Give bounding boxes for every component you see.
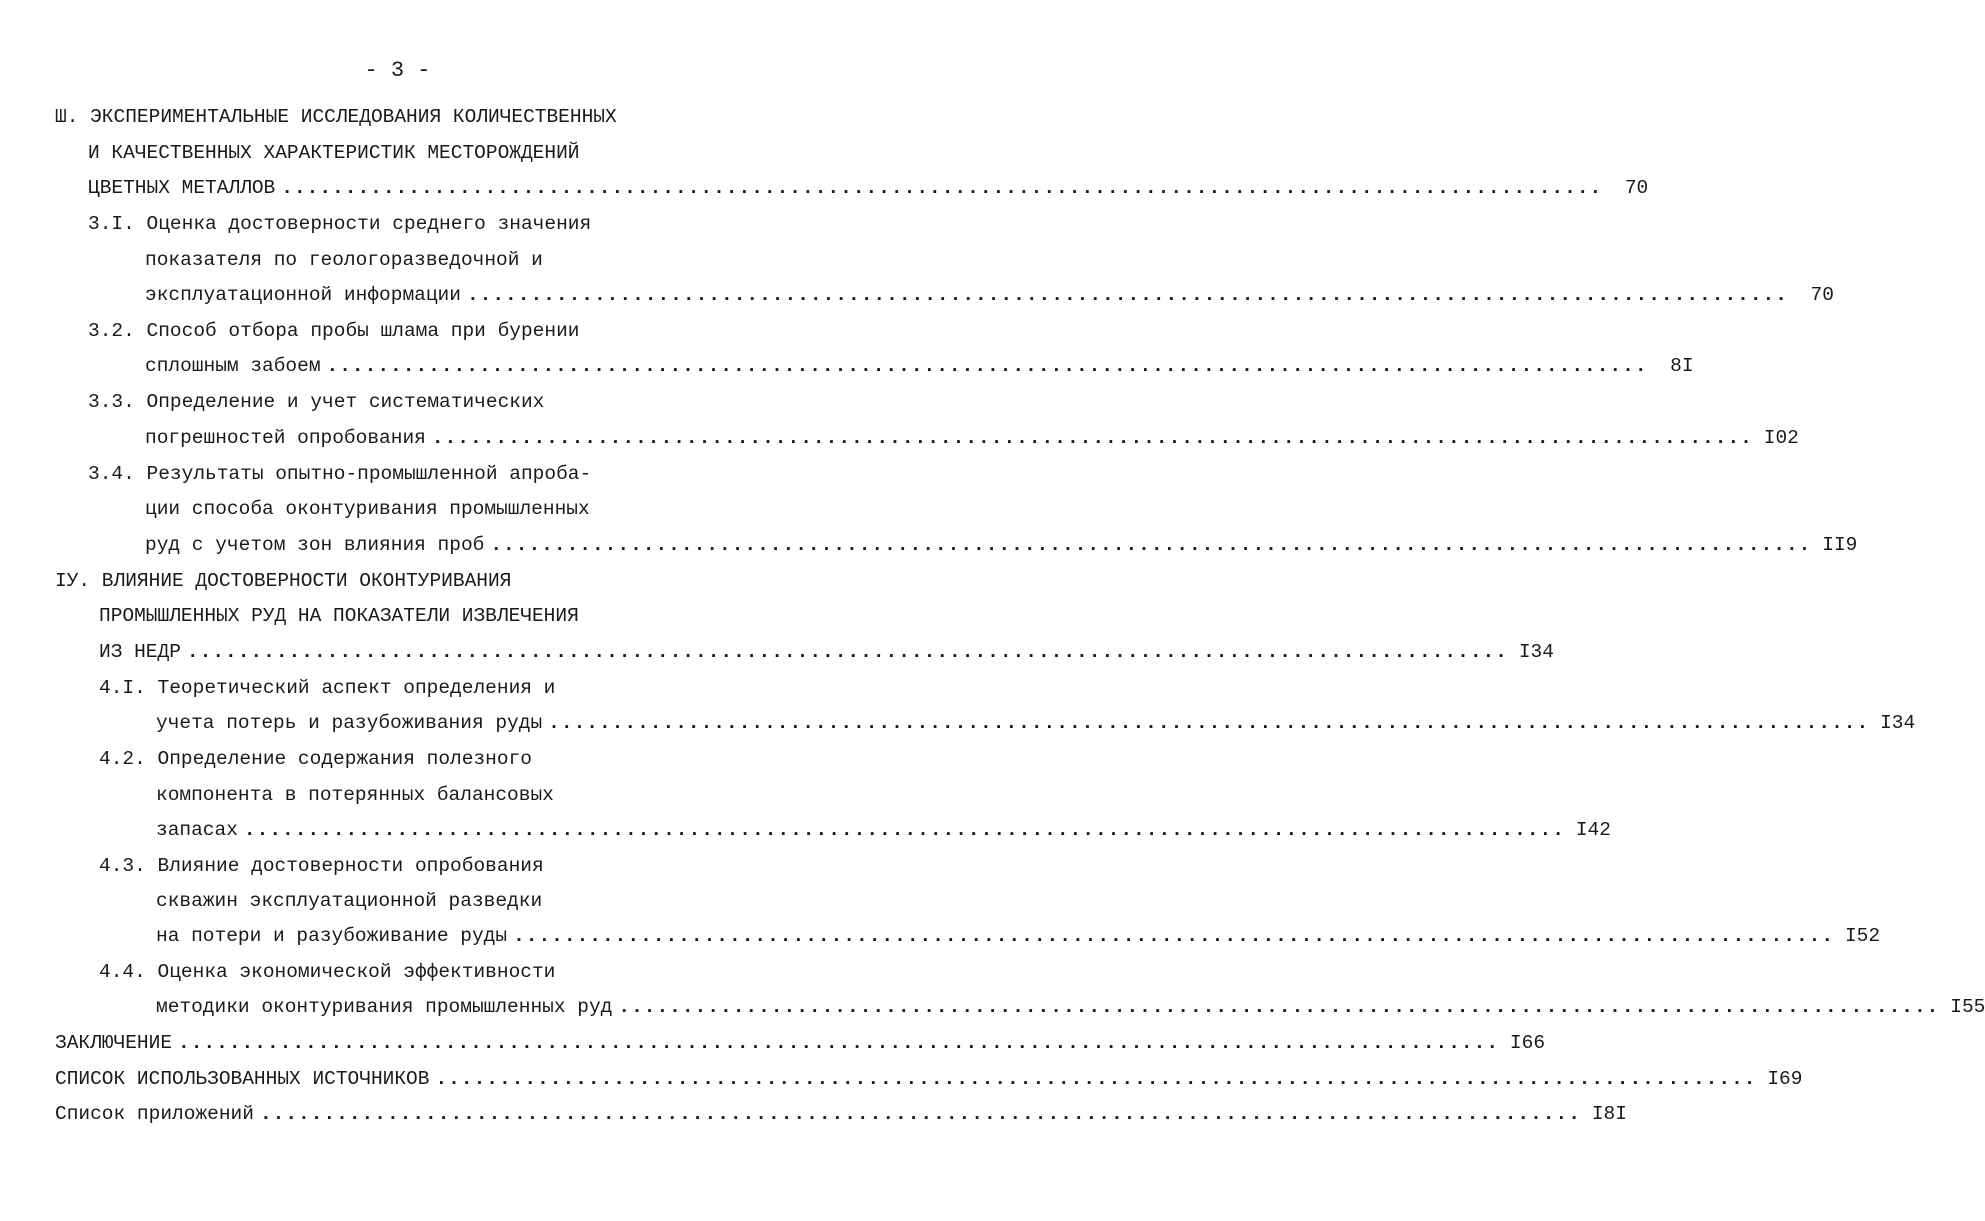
toc-s3-2-page: 8I bbox=[1670, 355, 1694, 377]
toc-entry-sources bbox=[55, 1064, 1803, 1094]
toc-s4-2-line1: 4.2. Определение содержания полезного bbox=[99, 748, 532, 770]
toc-appendices-text: Список приложений bbox=[55, 1103, 254, 1125]
dot-leader: ........................................................................................................ bbox=[281, 177, 1603, 199]
toc-s4-1-line2: учета потерь и разубоживания руды bbox=[156, 712, 543, 734]
toc-sources-text: СПИСОК ИСПОЛЬЗОВАННЫХ ИСТОЧНИКОВ bbox=[55, 1068, 430, 1090]
dot-leader: ........................................................................................................ bbox=[186, 641, 1508, 663]
toc-s4-1-page: I34 bbox=[1880, 712, 1916, 734]
dot-leader: ........................................................................................................ bbox=[435, 1068, 1757, 1090]
toc-s3-1-line3: эксплуатационной информации bbox=[145, 284, 461, 306]
toc-entry-s4-1 bbox=[156, 708, 1916, 738]
toc-s4-4-line1: 4.4. Оценка экономической эффективности bbox=[99, 961, 556, 983]
toc-ch4-line1: IУ. ВЛИЯНИЕ ДОСТОВЕРНОСТИ ОКОНТУРИВАНИЯ bbox=[55, 570, 512, 592]
toc-s3-2-line2: сплошным забоем bbox=[145, 355, 321, 377]
toc-s4-3-line2: скважин эксплуатационной разведки bbox=[156, 890, 543, 912]
dot-leader: ........................................................................................................ bbox=[431, 427, 1753, 449]
toc-ch4-page: I34 bbox=[1518, 641, 1554, 663]
toc-s4-3-line1: 4.3. Влияние достоверности опробования bbox=[99, 855, 544, 877]
page-number: - 3 - bbox=[364, 58, 431, 83]
toc-s3-1-line2: показателя по геологоразведочной и bbox=[145, 249, 543, 271]
toc-entry-s3-2 bbox=[145, 351, 1694, 381]
toc-entry-appendices bbox=[55, 1099, 1627, 1129]
toc-s3-4-line2: ции способа оконтуривания промышленных bbox=[145, 498, 590, 520]
toc-s4-4-line2: методики оконтуривания промышленных руд bbox=[156, 996, 613, 1018]
toc-s3-4-page: II9 bbox=[1822, 534, 1858, 556]
toc-ch3-line3: ЦВЕТНЫХ МЕТАЛЛОВ bbox=[88, 177, 276, 199]
dot-leader: ........................................................................................................ bbox=[618, 996, 1940, 1018]
toc-ch3-page: 70 bbox=[1624, 177, 1649, 199]
toc-s3-2-line1: 3.2. Способ отбора пробы шлама при бурении bbox=[88, 320, 580, 342]
dot-leader: ........................................................................................................ bbox=[490, 534, 1812, 556]
toc-ch4-line3: ИЗ НЕДР bbox=[99, 641, 181, 663]
toc-s3-1-page: 70 bbox=[1810, 284, 1834, 306]
toc-s4-2-line2: компонента в потерянных балансовых bbox=[156, 784, 554, 806]
toc-s4-2-line3: запасах bbox=[156, 819, 238, 841]
toc-ch3-line2: И КАЧЕСТВЕННЫХ ХАРАКТЕРИСТИК МЕСТОРОЖДЕНИЙ bbox=[88, 142, 580, 164]
toc-s4-1-line1: 4.I. Теоретический аспект определения и bbox=[99, 677, 556, 699]
toc-entry-s4-2 bbox=[156, 815, 1611, 845]
dot-leader: ........................................................................................................ bbox=[326, 355, 1648, 377]
dot-leader: ........................................................................................................ bbox=[243, 819, 1565, 841]
dot-leader: ........................................................................................................ bbox=[178, 1032, 1500, 1054]
toc-conclusion-text: ЗАКЛЮЧЕНИЕ bbox=[55, 1032, 173, 1054]
toc-entry-ch3 bbox=[88, 173, 1649, 203]
toc-ch4-line2: ПРОМЫШЛЕННЫХ РУД НА ПОКАЗАТЕЛИ ИЗВЛЕЧЕНИЯ bbox=[99, 605, 579, 627]
toc-entry-conclusion bbox=[55, 1028, 1546, 1058]
toc-s3-3-line2: погрешностей опробования bbox=[145, 427, 426, 449]
toc-entry-s3-3 bbox=[145, 423, 1799, 453]
toc-s3-3-page: I02 bbox=[1763, 427, 1799, 449]
toc-s4-3-line3: на потери и разубоживание руды bbox=[156, 925, 508, 947]
dot-leader: ........................................................................................................ bbox=[548, 712, 1870, 734]
toc-appendices-page: I8I bbox=[1591, 1103, 1627, 1125]
toc-s3-1-line1: 3.I. Оценка достоверности среднего значения bbox=[88, 213, 592, 235]
toc-entry-s4-4 bbox=[156, 992, 1985, 1022]
toc-s4-4-page: I55 bbox=[1950, 996, 1985, 1018]
dot-leader: ........................................................................................................ bbox=[466, 284, 1788, 306]
dot-leader: ........................................................................................................ bbox=[259, 1103, 1581, 1125]
toc-entry-ch4 bbox=[99, 637, 1554, 667]
toc-s3-4-line3: руд с учетом зон влияния проб bbox=[145, 534, 485, 556]
toc-s3-4-line1: 3.4. Результаты опытно-промышленной апроба- bbox=[88, 463, 592, 485]
toc-entry-s3-1 bbox=[145, 280, 1834, 310]
toc-s3-3-line1: 3.3. Определение и учет систематических bbox=[88, 391, 545, 413]
toc-conclusion-page: I66 bbox=[1509, 1032, 1546, 1054]
toc-s4-3-page: I52 bbox=[1844, 925, 1881, 947]
dot-leader: ........................................................................................................ bbox=[513, 925, 1835, 947]
toc-ch3-line1: Ш. ЭКСПЕРИМЕНТАЛЬНЫЕ ИССЛЕДОВАНИЯ КОЛИЧЕСТВЕННЫХ bbox=[55, 106, 617, 128]
toc-entry-s3-4 bbox=[145, 530, 1858, 560]
toc-s4-2-page: I42 bbox=[1575, 819, 1611, 841]
toc-sources-page: I69 bbox=[1767, 1068, 1803, 1090]
toc-entry-s4-3 bbox=[156, 921, 1881, 951]
